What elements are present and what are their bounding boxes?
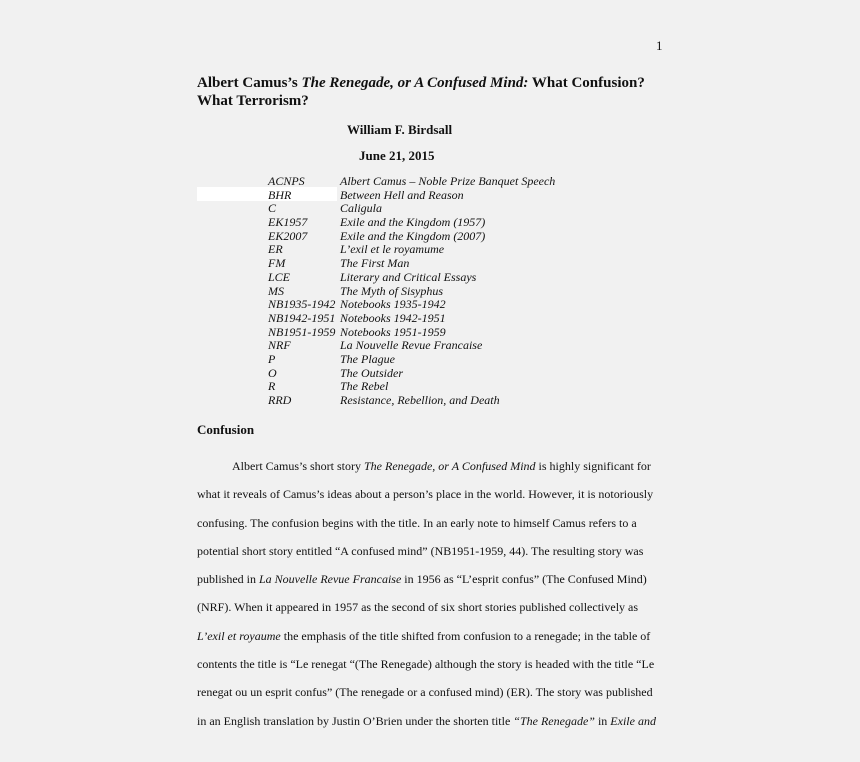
body-line: Albert Camus’s short story The Renegade, or A Confused Mind is highly significant for	[232, 459, 651, 473]
title-part-2: What Confusion? What Terrorism?	[197, 75, 645, 109]
abbreviation-code: RRD	[268, 393, 292, 407]
body-line: published in La Nouvelle Revue Francaise in 1956 as “L’esprit confus” (The Confused Mind)	[197, 572, 647, 587]
abbreviation-code: FM	[268, 256, 286, 271]
abbreviation-title: The Plague	[340, 351, 395, 366]
abbreviation-title: La Nouvelle Revue Francaise	[340, 338, 483, 353]
abbreviation-code: NB1951-1959	[268, 324, 336, 339]
document-title	[197, 74, 677, 110]
body-line: renegat ou un esprit confus” (The renegade or a confused mind) (ER). The story was published	[197, 685, 653, 700]
body-line: potential short story entitled “A confused mind” (NB1951-1959, 44). The resulting story was	[197, 543, 644, 558]
abbreviation-code: R	[268, 379, 276, 394]
highlight-band	[197, 187, 337, 201]
abbreviation-code: MS	[268, 283, 284, 298]
abbreviation-title: Albert Camus – Noble Prize Banquet Speech	[340, 174, 556, 188]
abbreviation-title: Notebooks 1935-1942	[340, 297, 446, 312]
abbreviation-code: NB1935-1942	[268, 297, 336, 312]
abbreviation-code: NB1942-1951	[268, 310, 336, 325]
document-date: June 21, 2015	[359, 148, 435, 163]
abbreviation-code: BHR	[268, 187, 292, 202]
body-line: what it reveals of Camus’s ideas about a person’s place in the world. However, it is notoriously	[197, 487, 654, 502]
title-part-1: Albert Camus’s	[197, 75, 302, 91]
abbreviation-code: P	[268, 351, 276, 366]
title-italic: The Renegade, or A Confused Mind:	[301, 75, 529, 91]
abbreviation-title: The Outsider	[340, 365, 403, 380]
author-name: William F. Birdsall	[347, 122, 453, 137]
body-line: contents the title is “Le renegat “(The Renegade) although the story is headed with the title “Le	[197, 657, 655, 672]
abbreviation-code: ER	[268, 242, 283, 257]
abbreviation-title: The First Man	[340, 256, 410, 271]
abbreviation-code: ACNPS	[268, 174, 305, 188]
body-line: (NRF). When it appeared in 1957 as the second of six short stories published collectively as	[197, 600, 639, 615]
body-paragraph	[197, 458, 665, 741]
abbreviation-title: L’exil et le royamume	[340, 242, 445, 257]
abbreviation-title: Notebooks 1951-1959	[340, 324, 446, 339]
abbreviation-code: EK1957	[268, 215, 308, 230]
abbreviation-code: LCE	[268, 269, 291, 284]
section-heading: Confusion	[197, 422, 255, 437]
abbreviation-title: Literary and Critical Essays	[340, 269, 477, 284]
abbreviation-code: EK2007	[268, 228, 308, 243]
abbreviation-code: C	[268, 201, 277, 216]
body-line: L’exil et royaume the emphasis of the title shifted from confusion to a renegade; in the table of	[197, 628, 651, 643]
body-line: confusing. The confusion begins with the title. In an early note to himself Camus refers to a	[197, 515, 637, 530]
abbreviation-title: Notebooks 1942-1951	[340, 310, 446, 325]
abbreviation-code: NRF	[268, 338, 291, 353]
abbreviation-title: Caligula	[340, 201, 383, 216]
abbreviation-title: The Myth of Sisyphus	[340, 283, 443, 298]
abbreviation-title: Between Hell and Reason	[340, 187, 464, 202]
abbreviation-code: O	[268, 365, 277, 380]
abbreviation-title: Resistance, Rebellion, and Death	[340, 393, 500, 407]
abbreviation-title: Exile and the Kingdom (1957)	[340, 215, 486, 230]
page-number: 1	[656, 38, 663, 53]
abbreviation-title: Exile and the Kingdom (2007)	[340, 228, 486, 243]
body-line: in an English translation by Justin O’Brien under the shorten title “The Renegade” in Exile and	[197, 713, 656, 728]
abbreviation-title: The Rebel	[340, 379, 389, 394]
